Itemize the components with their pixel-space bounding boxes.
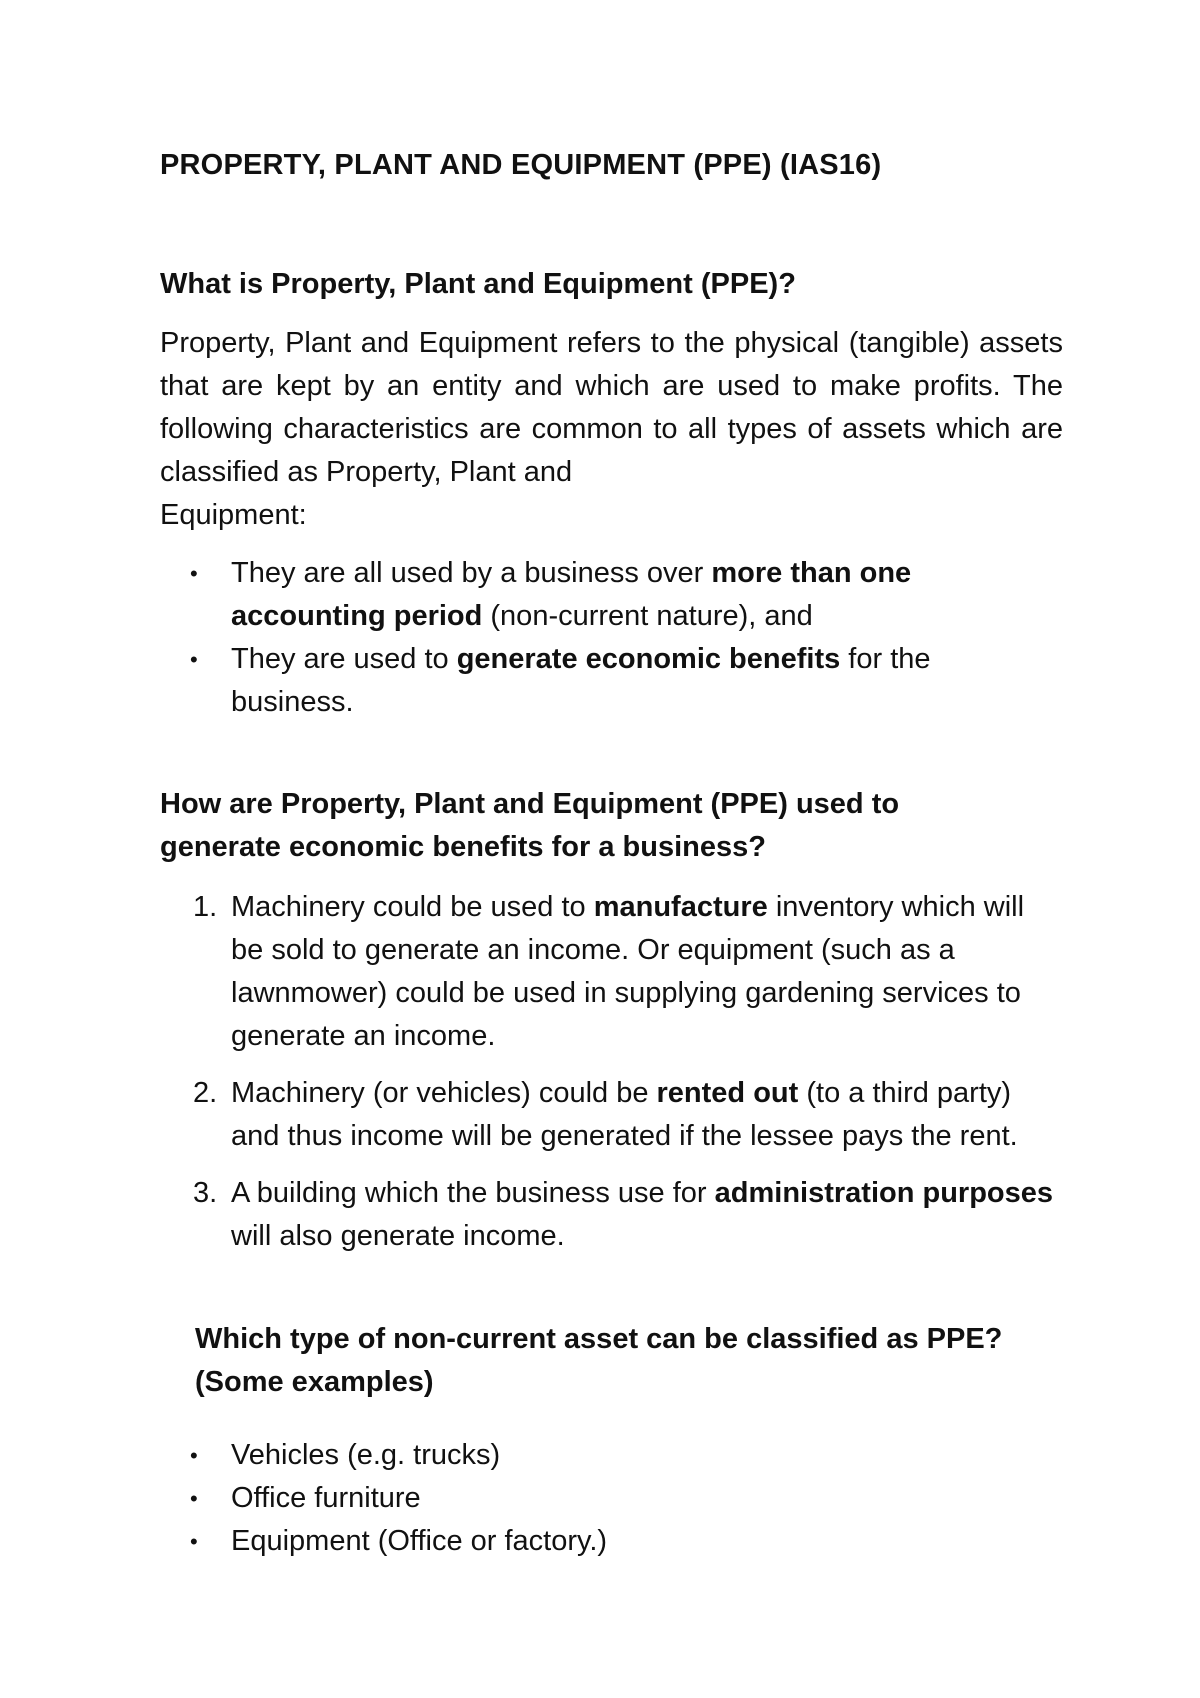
list-item bbox=[160, 1434, 1060, 1477]
list-item bbox=[160, 1477, 1060, 1520]
list-item bbox=[160, 886, 1060, 1058]
list-number: 2. bbox=[193, 1077, 218, 1109]
list-item-text: Machinery (or vehicles) could be bbox=[231, 1077, 657, 1109]
intro-paragraph-text: Property, Plant and Equipment refers to the physical (tangible) assets that are kept by an entity and which are used to make profits. The following characteristics are common to all types of assets which are classified as Property, Plant and bbox=[160, 327, 1063, 488]
list-item-text: They are all used by a business over bbox=[231, 557, 712, 589]
bullet-icon: • bbox=[190, 1486, 198, 1511]
list-item-bold: rented out bbox=[656, 1077, 799, 1109]
section-heading-what-is-ppe: What is Property, Plant and Equipment (PPE)? bbox=[160, 268, 796, 300]
list-item-bold: administration purposes bbox=[714, 1177, 1054, 1209]
list-item-text: Vehicles (e.g. trucks) bbox=[231, 1439, 501, 1471]
intro-paragraph-end: Equipment: bbox=[160, 499, 307, 531]
list-item bbox=[160, 1172, 1060, 1258]
section-heading-ppe-examples: Which type of non-current asset can be classified as PPE? (Some examples) bbox=[195, 1323, 1003, 1398]
section-heading-how-ppe-generates-benefits: How are Property, Plant and Equipment (PPE) used to generate economic benefits for a business? bbox=[160, 788, 900, 863]
characteristics-list bbox=[160, 552, 1060, 724]
list-item-bold: manufacture bbox=[593, 891, 768, 923]
intro-paragraph bbox=[160, 322, 1063, 537]
list-item-text: (non-current nature), and bbox=[482, 600, 813, 632]
list-item-bold: more than one accounting period bbox=[231, 557, 912, 632]
benefits-numbered-list bbox=[160, 886, 1060, 1272]
list-item-text: (to a third party) and thus income will be generated if the lessee pays the rent. bbox=[231, 1077, 1018, 1152]
list-item-text: They are used to bbox=[231, 643, 457, 675]
list-item bbox=[160, 552, 1060, 638]
list-item bbox=[160, 1072, 1060, 1158]
list-item-text: Office furniture bbox=[231, 1482, 421, 1514]
list-item-text: A building which the business use for bbox=[231, 1177, 715, 1209]
list-item-text: will also generate income. bbox=[231, 1220, 565, 1252]
ppe-examples-list bbox=[160, 1434, 1060, 1563]
bullet-icon: • bbox=[190, 1529, 198, 1554]
list-item-text: for the business. bbox=[231, 643, 931, 718]
list-item-bold: generate economic benefits bbox=[456, 643, 841, 675]
list-item-text: inventory which will be sold to generate an income. Or equipment (such as a lawnmower) could be used in supplying gardening services to generate an income. bbox=[231, 891, 1025, 1052]
list-number: 3. bbox=[193, 1177, 218, 1209]
list-item-text: Machinery could be used to bbox=[231, 891, 594, 923]
bullet-icon: • bbox=[190, 647, 198, 672]
list-item-text: Equipment (Office or factory.) bbox=[231, 1525, 608, 1557]
list-number: 1. bbox=[193, 891, 218, 923]
list-item bbox=[160, 1520, 1060, 1563]
bullet-icon: • bbox=[190, 561, 198, 586]
document-title: PROPERTY, PLANT AND EQUIPMENT (PPE) (IAS16) bbox=[160, 149, 882, 181]
list-item bbox=[160, 638, 1060, 724]
bullet-icon: • bbox=[190, 1443, 198, 1468]
